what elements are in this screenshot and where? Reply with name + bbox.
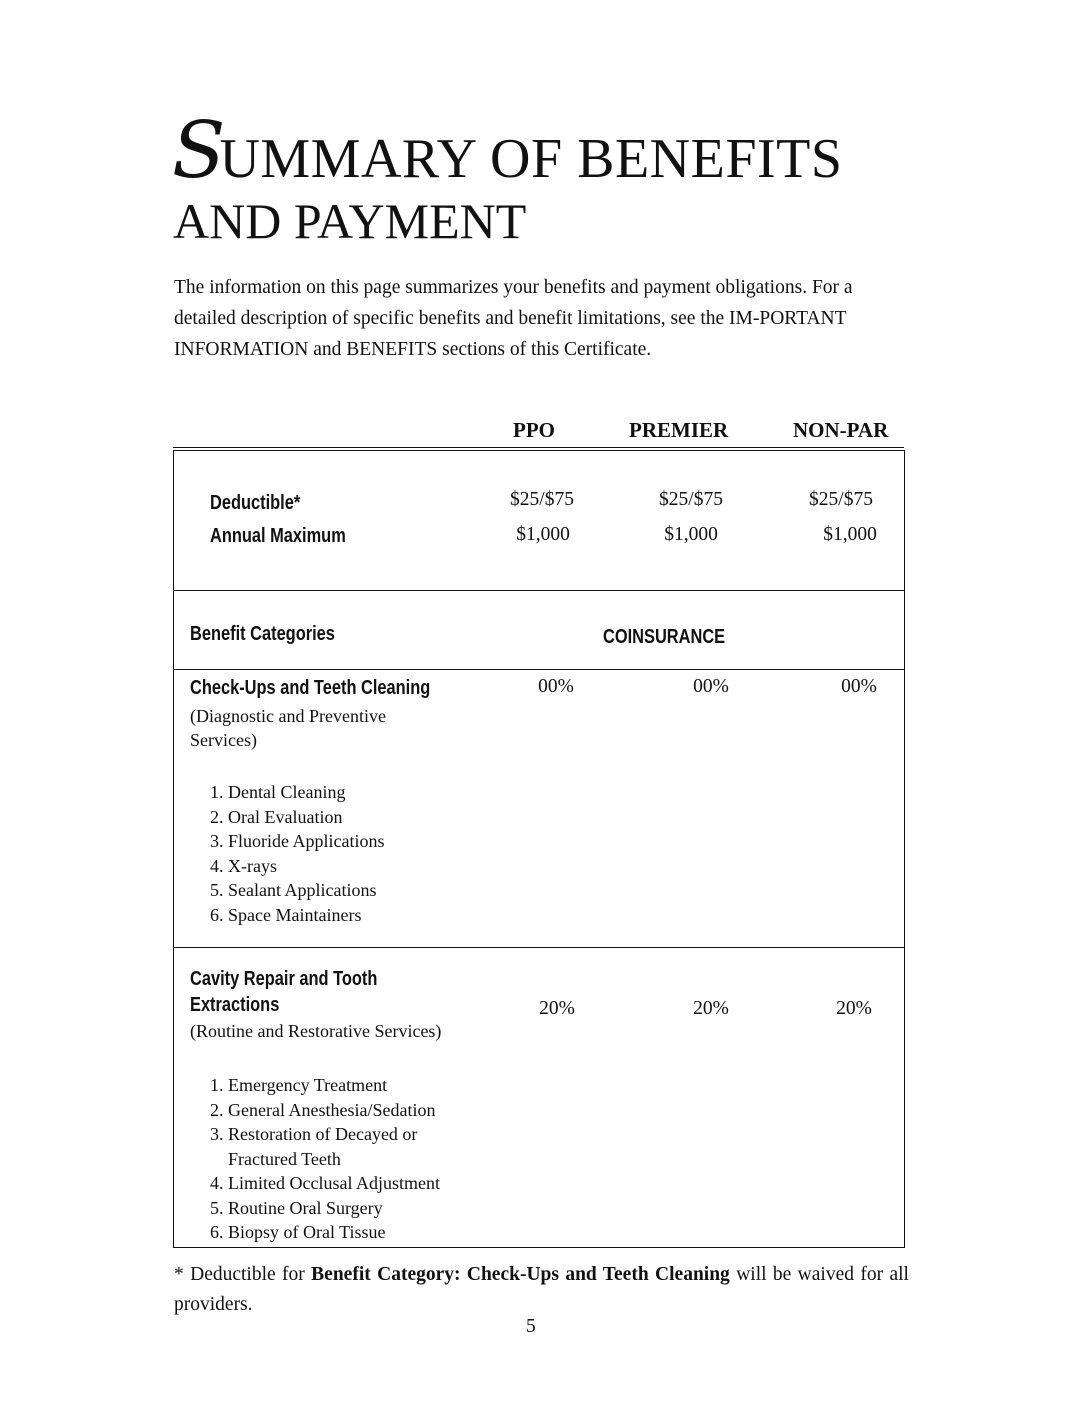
annual-maximum-premier: $1,000 — [664, 524, 718, 545]
table-divider — [173, 669, 904, 670]
footnote-suffix: will be waived for all providers. — [174, 1264, 909, 1315]
title-line-1: UMMARY OF BENEFITS — [219, 128, 843, 190]
category-value-non-par: 00% — [841, 676, 877, 697]
list-item: 4. Limited Occlusal Adjustment — [210, 1173, 440, 1193]
intro-paragraph: The information on this page summarizes your benefits and payment obligations. For a detailed description of specific benefits and benefit limitations, see the IM-PORTANT INFORMATION and BENEFITS sections of this Certificate. — [174, 277, 853, 360]
footnote-prefix: * Deductible for — [174, 1264, 312, 1285]
table-divider — [173, 947, 904, 948]
column-header-premier: PREMIER — [629, 418, 729, 442]
table-divider — [173, 590, 904, 591]
list-item: 2. Oral Evaluation — [210, 806, 343, 827]
category-value-ppo: 00% — [538, 676, 574, 697]
title-line-2: AND PAYMENT — [173, 193, 527, 249]
annual-maximum-non-par: $1,000 — [823, 524, 877, 545]
page-number: 5 — [526, 1316, 536, 1337]
list-item: 3. Fluoride Applications — [210, 831, 385, 851]
category-subtitle: (Diagnostic and Preventive Services) — [190, 706, 386, 750]
list-item: 6. Space Maintainers — [210, 904, 362, 925]
list-item: 4. X-rays — [210, 855, 277, 876]
list-item: 2. General Anesthesia/Sedation — [210, 1099, 436, 1120]
deductible-premier: $25/$75 — [659, 489, 723, 510]
list-item: 6. Biopsy of Oral Tissue — [210, 1222, 386, 1242]
list-item: 3. Restoration of Decayed or — [210, 1124, 418, 1144]
benefit-categories-label: Benefit Categories — [190, 623, 335, 645]
column-header-non-par: NON-PAR — [793, 418, 889, 442]
list-item: 5. Routine Oral Surgery — [210, 1197, 383, 1218]
service-list — [210, 780, 385, 927]
category-value-premier: 20% — [693, 998, 729, 1019]
category-title: Cavity Repair and Tooth Extractions — [190, 968, 378, 1016]
header-rule — [173, 447, 904, 448]
category-value-non-par: 20% — [836, 998, 872, 1019]
footnote — [174, 1260, 909, 1320]
title-initial: S — [172, 106, 220, 196]
annual-maximum-label: Annual Maximum — [210, 525, 346, 547]
list-item: 1. Emergency Treatment — [210, 1075, 388, 1095]
footnote-bold: Benefit Category: Check-Ups and Teeth Cleaning — [311, 1264, 730, 1285]
category-value-premier: 00% — [693, 676, 729, 697]
list-item: Fractured Teeth — [228, 1148, 341, 1169]
page-title — [172, 106, 843, 196]
category-title: Check-Ups and Teeth Cleaning — [190, 677, 431, 699]
list-item: 5. Sealant Applications — [210, 880, 377, 900]
column-header-ppo: PPO — [513, 418, 555, 442]
deductible-label: Deductible* — [210, 492, 301, 514]
category-value-ppo: 20% — [539, 998, 575, 1019]
coinsurance-label: COINSURANCE — [603, 626, 726, 648]
service-list — [210, 1073, 440, 1245]
list-item: 1. Dental Cleaning — [210, 782, 346, 802]
deductible-ppo: $25/$75 — [510, 489, 574, 510]
annual-maximum-ppo: $1,000 — [516, 524, 570, 545]
category-subtitle: (Routine and Restorative Services) — [190, 1021, 442, 1041]
deductible-non-par: $25/$75 — [809, 489, 873, 510]
